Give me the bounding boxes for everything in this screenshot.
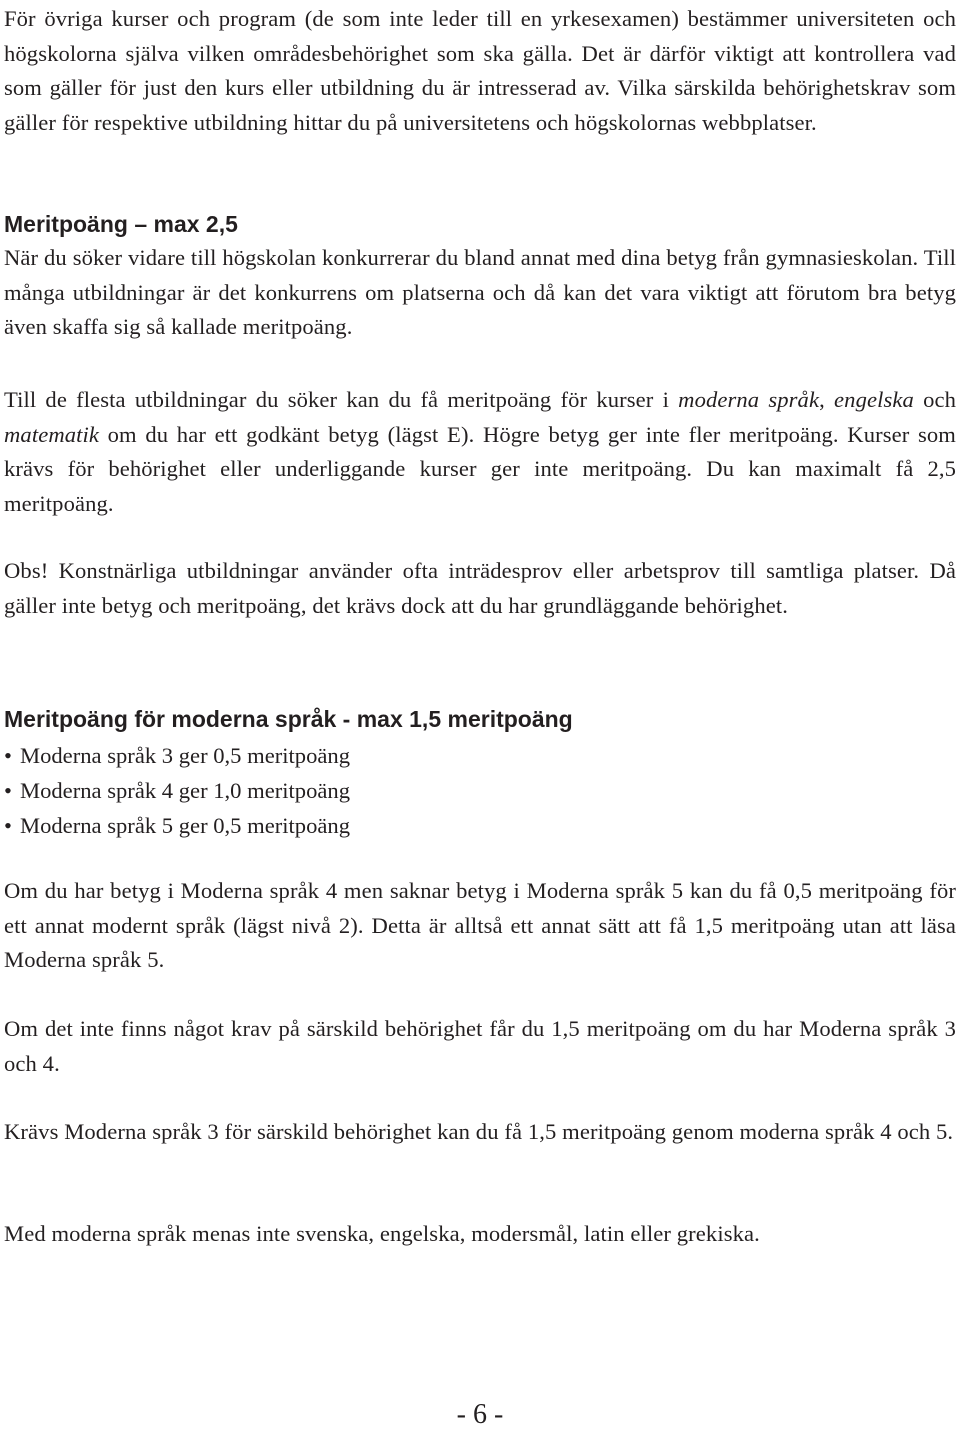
moderna-sprak-paragraph-2: Om det inte finns något krav på särskild behörighet får du 1,5 meritpoäng om du har Moderna språk 3 och 4. [4, 1016, 956, 1076]
section-meritpoang [4, 209, 956, 345]
list-item: • Moderna språk 5 ger 0,5 meritpoäng [4, 808, 956, 843]
moderna-sprak-paragraph-1: Om du har betyg i Moderna språk 4 men saknar betyg i Moderna språk 5 kan du få 0,5 meritpoäng för ett annat modernt språk (lägst nivå 2). Detta är alltså ett annat sätt att få 1,5 meritpoäng utan att läsa Moderna språk 5. [4, 878, 956, 972]
bullet-icon: • [4, 813, 12, 838]
list-item: • Moderna språk 3 ger 0,5 meritpoäng [4, 738, 956, 773]
meritpoang-paragraph-1: När du söker vidare till högskolan konkurrerar du bland annat med dina betyg från gymnasieskolan. Till många utbildningar är det konkurrens om platserna och då kan det vara viktigt att förutom bra betyg även skaffa sig så kallade meritpoäng. [4, 245, 956, 339]
italic-matematik: matematik [4, 421, 100, 447]
moderna-sprak-paragraph-3: Krävs Moderna språk 3 för särskild behörighet kan du få 1,5 meritpoäng genom moderna språk 4 och 5. [4, 1119, 954, 1144]
list-item: • Moderna språk 4 ger 1,0 meritpoäng [4, 773, 956, 808]
moderna-sprak-paragraph-1-block [4, 874, 956, 978]
page-number: - 6 - [456, 1399, 504, 1430]
moderna-sprak-bullet-list [4, 738, 956, 843]
intro-paragraph: För övriga kurser och program (de som inte leder till en yrkesexamen) bestämmer universiteten och högskolorna själva vilken områdesbehörighet som ska gälla. Det är därför viktigt att kontrollera vad som gäller för just den kurs eller utbildning du är intresserad av. Vilka särskilda behörighetskrav som gäller för respektive utbildning hittar du på universitetens och högskolornas webbplatser. [4, 6, 956, 135]
meritpoang-paragraph-3-block [4, 554, 956, 623]
moderna-sprak-paragraph-4-block [4, 1217, 956, 1252]
bullet-icon: • [4, 743, 12, 768]
meritpoang-paragraph-2: Till de flesta utbildningar du söker kan du få meritpoäng för kurser i moderna språk, engelska och matematik om du har ett godkänt betyg (lägst E). Högre betyg ger inte fler meritpoäng. Kurser som krävs för behörighet eller underliggande kurser ger inte meritpoäng. Du kan maximalt få 2,5 meritpoäng. [4, 387, 957, 516]
moderna-sprak-paragraph-4: Med moderna språk menas inte svenska, engelska, modersmål, latin eller grekiska. [4, 1221, 760, 1246]
italic-engelska: engelska [834, 387, 914, 412]
meritpoang-paragraph-2-block [4, 383, 956, 521]
bullet-icon: • [4, 778, 12, 803]
moderna-sprak-paragraph-3-block [4, 1115, 956, 1150]
italic-moderna-sprak: moderna språk [678, 387, 820, 412]
moderna-sprak-paragraph-2-block [4, 1012, 956, 1081]
section-moderna-sprak [4, 704, 956, 843]
meritpoang-paragraph-3: Obs! Konstnärliga utbildningar använder ofta inträdesprov eller arbetsprov till samtliga platser. Då gäller inte betyg och meritpoäng, det krävs dock att du har grundläggande behörighet. [4, 558, 956, 618]
section-heading-meritpoang: Meritpoäng – max 2,5 [4, 211, 238, 237]
section-heading-moderna-sprak: Meritpoäng för moderna språk - max 1,5 meritpoäng [4, 706, 573, 732]
